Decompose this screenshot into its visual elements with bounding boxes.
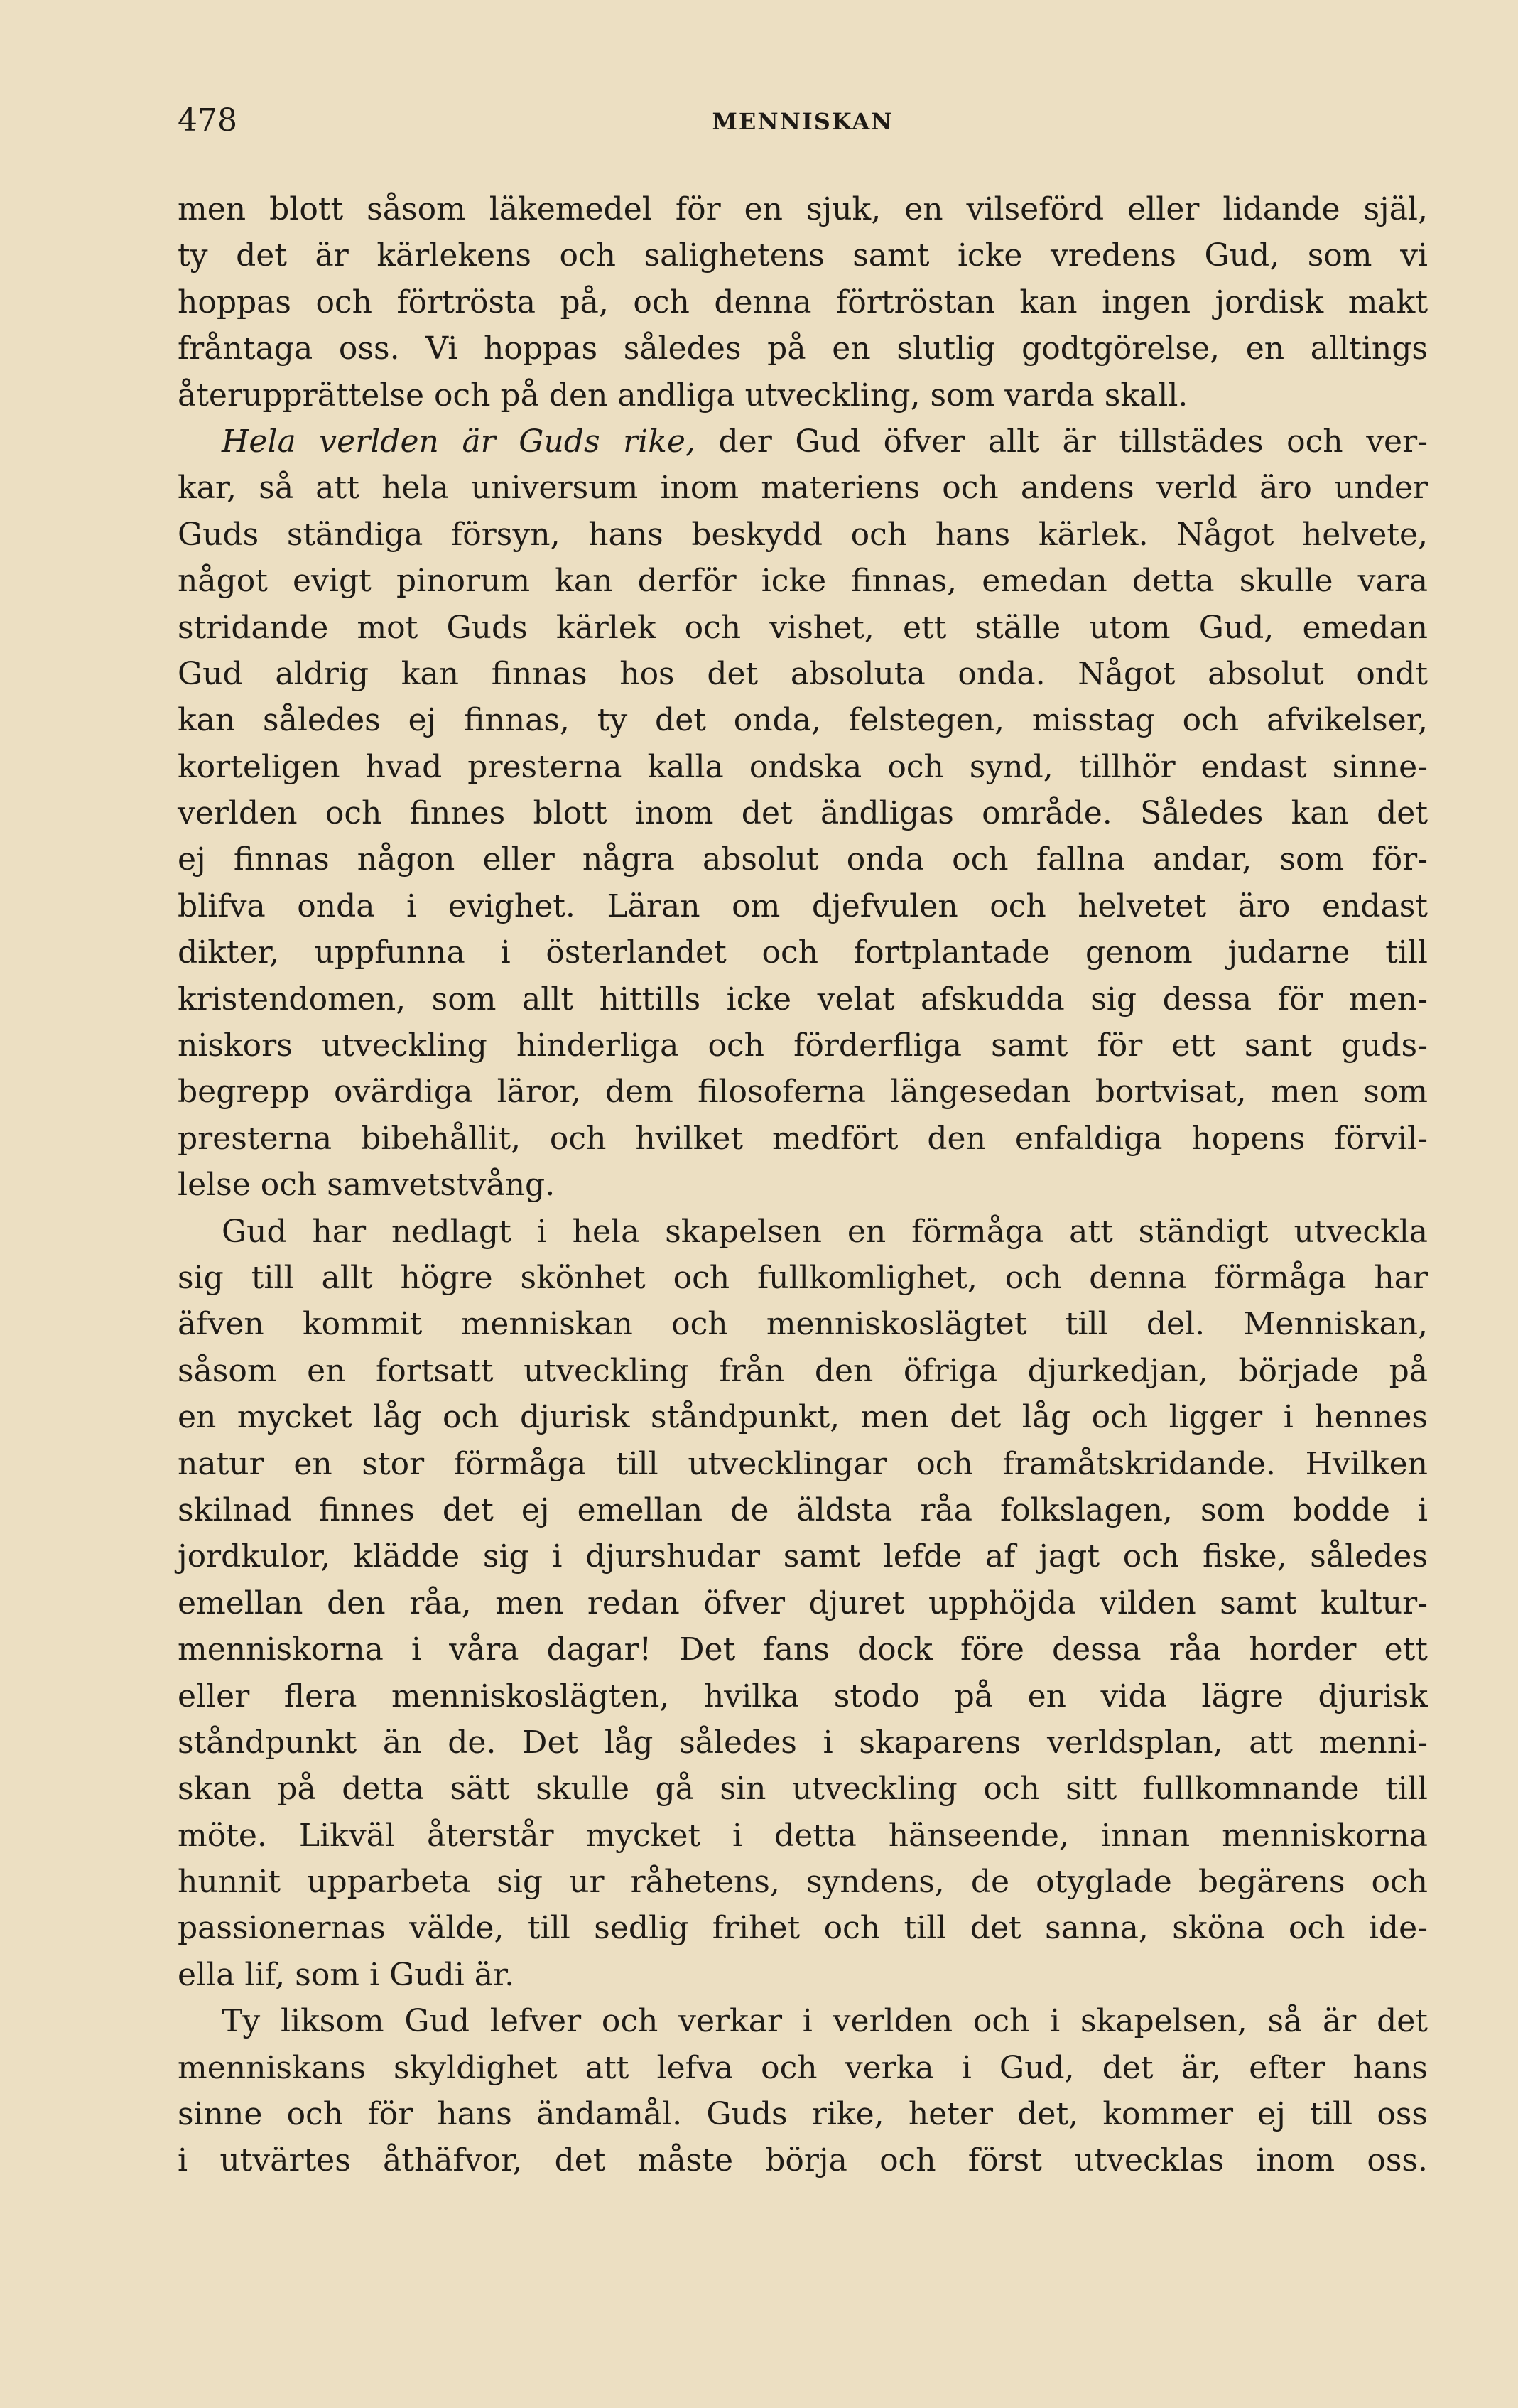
text-line: korteligen hvad presterna kalla ondska och synd, tillhör endast sinne-	[178, 748, 1428, 785]
text-line: möte. Likväl återstår mycket i detta hänseende, innan menniskorna	[178, 1817, 1428, 1854]
text-line: i utvärtes åthäfvor, det måste börja och först utvecklas inom oss.	[178, 2142, 1428, 2179]
text-line: passionernas välde, till sedlig frihet och till det sanna, sköna och ide-	[178, 1910, 1428, 1947]
text-line: återupprättelse och på den andliga utveckling, som varda skall.	[178, 377, 1188, 414]
text-line: dikter, uppfunna i österlandet och fortplantade genom judarne till	[178, 934, 1428, 971]
text-line: sig till allt högre skönhet och fullkomlighet, och denna förmåga har	[178, 1259, 1428, 1296]
text-line: verlden och finnes blott inom det ändligas område. Således kan det	[178, 795, 1428, 832]
text-line: ella lif, som i Gudi är.	[178, 1956, 515, 1993]
text-line: en mycket låg och djurisk ståndpunkt, men det låg och ligger i hennes	[178, 1399, 1428, 1436]
text-line: ståndpunkt än de. Det låg således i skaparens verldsplan, att menni-	[178, 1724, 1428, 1761]
text-line: sinne och för hans ändamål. Guds rike, heter det, kommer ej till oss	[178, 2096, 1428, 2133]
text-line: kar, så att hela universum inom materiens och andens verld äro under	[178, 470, 1428, 507]
text-line: kan således ej finnas, ty det onda, felstegen, misstag och afvikelser,	[178, 702, 1428, 739]
text-line: Ty liksom Gud lefver och verkar i verlden och i skapelsen, så är det	[222, 2003, 1428, 2040]
text-line: skilnad finnes det ej emellan de äldsta råa folkslagen, som bodde i	[178, 1491, 1428, 1528]
text-line: äfven kommit menniskan och menniskoslägtet till del. Menniskan,	[178, 1306, 1428, 1343]
text-line: något evigt pinorum kan derför icke finnas, emedan detta skulle vara	[178, 563, 1428, 600]
text-line: ej finnas någon eller några absolut onda och fallna andar, som för-	[178, 841, 1428, 878]
text-line: natur en stor förmåga till utvecklingar och framåtskridande. Hvilken	[178, 1445, 1428, 1482]
text-line: blifva onda i evighet. Läran om djefvulen och helvetet äro endast	[178, 887, 1428, 924]
text-line: Gud har nedlagt i hela skapelsen en förmåga att ständigt utveckla	[222, 1213, 1428, 1250]
text-line: Guds ständiga försyn, hans beskydd och hans kärlek. Något helvete,	[178, 516, 1428, 553]
text-line: såsom en fortsatt utveckling från den öfriga djurkedjan, började på	[178, 1352, 1428, 1389]
text-line: begrepp ovärdiga läror, dem filosoferna längesedan bortvisat, men som	[178, 1074, 1428, 1111]
text-line: skan på detta sätt skulle gå sin utveckling och sitt fullkomnande till	[178, 1771, 1428, 1808]
text-line: fråntaga oss. Vi hoppas således på en slutlig godtgörelse, en alltings	[178, 330, 1428, 367]
page-header	[178, 99, 1428, 149]
text-line: menniskans skyldighet att lefva och verka i Gud, det är, efter hans	[178, 2049, 1428, 2086]
text-line: Gud aldrig kan finnas hos det absoluta onda. Något absolut ondt	[178, 655, 1428, 692]
text-line: menniskorna i våra dagar! Det fans dock före dessa råa horder ett	[178, 1631, 1428, 1668]
text-line: niskors utveckling hinderliga och förderfliga samt för ett sant guds-	[178, 1027, 1428, 1064]
text-line: emellan den råa, men redan öfver djuret upphöjda vilden samt kultur-	[178, 1584, 1428, 1621]
text-line: eller flera menniskoslägten, hvilka stodo på en vida lägre djurisk	[178, 1678, 1428, 1715]
running-head: MENNISKAN	[712, 108, 894, 135]
body-text	[178, 186, 1428, 2184]
text-line: hoppas och förtrösta på, och denna förtröstan kan ingen jordisk makt	[178, 284, 1428, 320]
text-line: ty det är kärlekens och salighetens samt icke vredens Gud, som vi	[178, 237, 1428, 274]
text-line: Hela verlden är Guds rike, der Gud öfver allt är tillstädes och ver-	[222, 423, 1428, 460]
text-line: hunnit upparbeta sig ur råhetens, syndens, de otyglade begärens och	[178, 1864, 1428, 1901]
emphasis-text: Hela verlden är Guds rike,	[222, 423, 695, 460]
text-line: presterna bibehållit, och hvilket medfört den enfaldiga hopens förvil-	[178, 1120, 1428, 1157]
text-line: lelse och samvetstvång.	[178, 1167, 555, 1204]
text-line: men blott såsom läkemedel för en sjuk, en vilseförd eller lidande själ,	[178, 191, 1428, 227]
text-line: stridande mot Guds kärlek och vishet, ett ställe utom Gud, emedan	[178, 609, 1428, 646]
text-line: jordkulor, klädde sig i djurshudar samt lefde af jagt och fiske, således	[178, 1538, 1428, 1575]
page-number: 478	[178, 102, 237, 139]
text-line: kristendomen, som allt hittills icke velat afskudda sig dessa för men-	[178, 981, 1428, 1017]
